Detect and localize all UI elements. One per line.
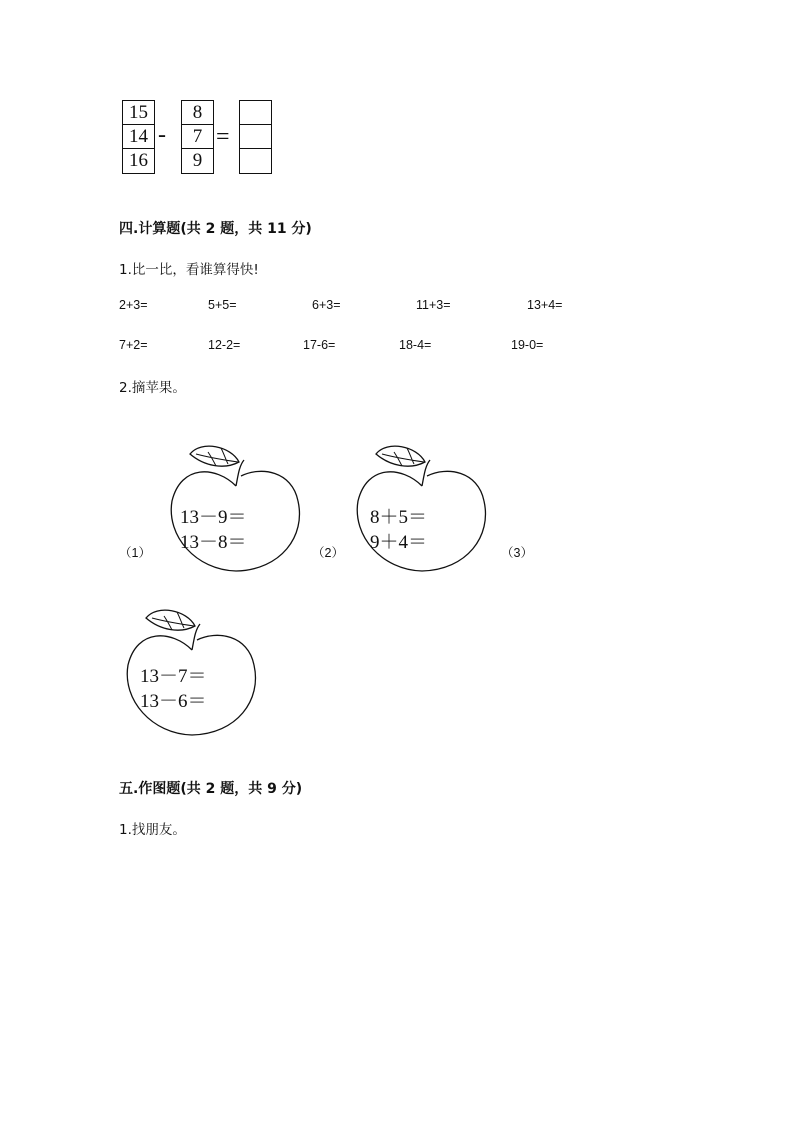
equation: 13+4= xyxy=(527,298,563,312)
equation: 19-0= xyxy=(511,338,544,352)
answer-box[interactable] xyxy=(240,125,271,149)
minuend-cell: 15 xyxy=(123,101,154,125)
minuend-column xyxy=(122,100,155,174)
equation: 11+3= xyxy=(416,298,451,312)
apple-1-equations xyxy=(180,505,247,555)
answer-box[interactable] xyxy=(240,149,271,173)
minuend-cell: 16 xyxy=(129,150,148,171)
apple-3-equations xyxy=(140,664,207,714)
problem-label-2: （2） xyxy=(312,546,344,560)
minus-sign: - xyxy=(158,122,166,148)
apple-equation: 13－9＝ xyxy=(180,507,247,528)
apple-equation: 13－8＝ xyxy=(180,532,247,553)
apple-2-equations xyxy=(370,505,427,555)
problem-label-1: （1） xyxy=(119,546,151,560)
apple-equation: 9＋4＝ xyxy=(370,532,428,553)
equation: 6+3= xyxy=(312,298,341,312)
equals-sign: = xyxy=(216,124,230,150)
apple-equation: 8＋5＝ xyxy=(370,507,428,528)
apple-equation: 13－7＝ xyxy=(140,666,207,687)
equation: 2+3= xyxy=(119,298,148,312)
subtrahend-cell: 9 xyxy=(192,150,203,171)
subtrahend-cell: 8 xyxy=(182,101,213,125)
equation: 5+5= xyxy=(208,298,237,312)
section4-heading: 四.计算题(共 2 题，共 11 分) xyxy=(119,221,312,237)
equation: 18-4= xyxy=(399,338,432,352)
subtrahend-cell: 7 xyxy=(182,125,213,149)
section5-heading: 五.作图题(共 2 题，共 9 分) xyxy=(119,781,303,797)
answer-box[interactable] xyxy=(240,101,271,125)
minuend-cell: 14 xyxy=(123,125,154,149)
equation: 12-2= xyxy=(208,338,241,352)
subtrahend-column xyxy=(181,100,214,174)
answer-column xyxy=(239,100,272,174)
q2-text: 2.摘苹果。 xyxy=(119,380,186,396)
equation: 7+2= xyxy=(119,338,148,352)
section5-q1-text: 1.找朋友。 xyxy=(119,822,186,838)
equation: 17-6= xyxy=(303,338,336,352)
apple-equation: 13－6＝ xyxy=(140,691,207,712)
problem-label-3: （3） xyxy=(501,546,533,560)
q1-text: 1.比一比，看谁算得快! xyxy=(119,262,259,278)
